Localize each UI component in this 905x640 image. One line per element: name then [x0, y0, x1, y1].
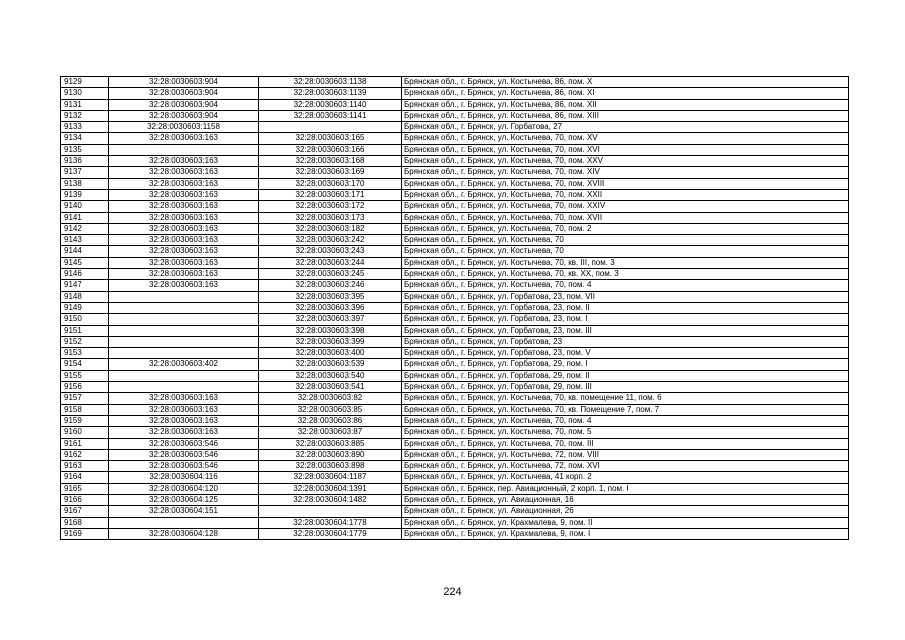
- row-number-cell: 9150: [61, 314, 109, 325]
- cadastral-number-cell: 32:28:0030603:395: [259, 291, 402, 302]
- row-number-cell: 9140: [61, 201, 109, 212]
- parent-cadastral-number-cell: 32:28:0030603:163: [109, 235, 259, 246]
- cadastral-number-cell: 32:28:0030603:890: [259, 449, 402, 460]
- table-row: [61, 415, 849, 426]
- address-cell: Брянская обл., г. Брянск, ул. Костычева, 70, кв. III, пом. 3: [402, 257, 849, 268]
- table-row: [61, 122, 849, 133]
- row-number-cell: 9144: [61, 246, 109, 257]
- parent-cadastral-number-cell: 32:28:0030603:163: [109, 212, 259, 223]
- cadastral-number-cell: 32:28:0030603:1138: [259, 77, 402, 88]
- page-number: 224: [443, 586, 462, 598]
- parent-cadastral-number-cell: 32:28:0030603:163: [109, 178, 259, 189]
- table-row: [61, 472, 849, 483]
- address-cell: Брянская обл., г. Брянск, ул. Горбатова, 23, пом. V: [402, 348, 849, 359]
- cadastral-number-cell: 32:28:0030603:173: [259, 212, 402, 223]
- cadastral-number-cell: 32:28:0030603:87: [259, 427, 402, 438]
- address-cell: Брянская обл., г. Брянск, ул. Горбатова, 23, пом. II: [402, 302, 849, 313]
- address-cell: Брянская обл., г. Брянск, ул. Костычева, 70, кв. помещение 11, пом. 6: [402, 393, 849, 404]
- cadastral-number-cell: 32:28:0030603:398: [259, 325, 402, 336]
- parent-cadastral-number-cell: 32:28:0030604:116: [109, 472, 259, 483]
- cadastral-number-cell: 32:28:0030603:86: [259, 415, 402, 426]
- cadastral-number-cell: 32:28:0030603:166: [259, 144, 402, 155]
- cadastral-number-cell: 32:28:0030603:399: [259, 336, 402, 347]
- row-number-cell: 9139: [61, 189, 109, 200]
- cadastral-number-cell: 32:28:0030603:541: [259, 382, 402, 393]
- parent-cadastral-number-cell: 32:28:0030603:163: [109, 404, 259, 415]
- address-cell: Брянская обл., г. Брянск, ул. Костычева, 86, пом. XI: [402, 88, 849, 99]
- table-row: [61, 393, 849, 404]
- table-row: [61, 167, 849, 178]
- cadastral-number-cell: 32:28:0030603:1140: [259, 99, 402, 110]
- parent-cadastral-number-cell: 32:28:0030603:163: [109, 257, 259, 268]
- address-cell: Брянская обл., г. Брянск, ул. Горбатова, 23, пом. III: [402, 325, 849, 336]
- table-row: [61, 404, 849, 415]
- row-number-cell: 9141: [61, 212, 109, 223]
- parent-cadastral-number-cell: 32:28:0030603:163: [109, 156, 259, 167]
- table-row: [61, 235, 849, 246]
- table-row: [61, 449, 849, 460]
- address-cell: Брянская обл., г. Брянск, ул. Костычева, 70, пом. XVIII: [402, 178, 849, 189]
- row-number-cell: 9145: [61, 257, 109, 268]
- row-number-cell: 9147: [61, 280, 109, 291]
- table-row: [61, 88, 849, 99]
- parent-cadastral-number-cell: 32:28:0030603:904: [109, 77, 259, 88]
- row-number-cell: 9168: [61, 517, 109, 528]
- parent-cadastral-number-cell: 32:28:0030603:163: [109, 427, 259, 438]
- row-number-cell: 9166: [61, 494, 109, 505]
- table-row: [61, 506, 849, 517]
- row-number-cell: 9146: [61, 269, 109, 280]
- cadastral-number-cell: 32:28:0030603:165: [259, 133, 402, 144]
- parent-cadastral-number-cell: 32:28:0030603:163: [109, 133, 259, 144]
- parent-cadastral-number-cell: 32:28:0030604:128: [109, 528, 259, 539]
- table-row: [61, 291, 849, 302]
- cadastral-number-cell: 32:28:0030603:540: [259, 370, 402, 381]
- parent-cadastral-number-cell: 32:28:0030604:151: [109, 506, 259, 517]
- address-cell: Брянская обл., г. Брянск, ул. Костычева, 70, пом. 4: [402, 415, 849, 426]
- address-cell: Брянская обл., г. Брянск, ул. Горбатова, 23, пом. VII: [402, 291, 849, 302]
- parent-cadastral-number-cell: 32:28:0030603:1158: [109, 122, 259, 133]
- table-row: [61, 257, 849, 268]
- address-cell: Брянская обл., г. Брянск, ул. Горбатова, 27: [402, 122, 849, 133]
- table-row: [61, 156, 849, 167]
- address-cell: Брянская обл., г. Брянск, ул. Костычева, 70, пом. III: [402, 438, 849, 449]
- cadastral-number-cell: 32:28:0030603:172: [259, 201, 402, 212]
- row-number-cell: 9129: [61, 77, 109, 88]
- cadastral-number-cell: 32:28:0030603:182: [259, 223, 402, 234]
- address-cell: Брянская обл., г. Брянск, ул. Горбатова, 29, пом. I: [402, 359, 849, 370]
- parent-cadastral-number-cell: 32:28:0030603:904: [109, 99, 259, 110]
- table-row: [61, 302, 849, 313]
- address-cell: Брянская обл., г. Брянск, ул. Костычева, 70, кв. Помещение 7, пом. 7: [402, 404, 849, 415]
- row-number-cell: 9158: [61, 404, 109, 415]
- row-number-cell: 9152: [61, 336, 109, 347]
- row-number-cell: 9155: [61, 370, 109, 381]
- cadastral-number-cell: 32:28:0030603:171: [259, 189, 402, 200]
- registry-table-body: [61, 77, 849, 540]
- cadastral-number-cell: 32:28:0030604:1778: [259, 517, 402, 528]
- cadastral-number-cell: 32:28:0030603:1139: [259, 88, 402, 99]
- parent-cadastral-number-cell: 32:28:0030604:120: [109, 483, 259, 494]
- address-cell: Брянская обл., г. Брянск, ул. Авиационная, 26: [402, 506, 849, 517]
- row-number-cell: 9169: [61, 528, 109, 539]
- parent-cadastral-number-cell: [109, 144, 259, 155]
- address-cell: Брянская обл., г. Брянск, ул. Крахмалева, 9, пом. I: [402, 528, 849, 539]
- row-number-cell: 9138: [61, 178, 109, 189]
- address-cell: Брянская обл., г. Брянск, ул. Костычева, 72, пом. VIII: [402, 449, 849, 460]
- row-number-cell: 9160: [61, 427, 109, 438]
- cadastral-number-cell: 32:28:0030603:169: [259, 167, 402, 178]
- parent-cadastral-number-cell: [109, 370, 259, 381]
- row-number-cell: 9133: [61, 122, 109, 133]
- cadastral-number-cell: 32:28:0030603:885: [259, 438, 402, 449]
- table-row: [61, 280, 849, 291]
- parent-cadastral-number-cell: 32:28:0030603:402: [109, 359, 259, 370]
- cadastral-number-cell: 32:28:0030603:396: [259, 302, 402, 313]
- address-cell: Брянская обл., г. Брянск, ул. Костычева, 70: [402, 235, 849, 246]
- cadastral-number-cell: 32:28:0030603:898: [259, 461, 402, 472]
- address-cell: Брянская обл., г. Брянск, ул. Костычева, 86, пом. XII: [402, 99, 849, 110]
- row-number-cell: 9134: [61, 133, 109, 144]
- address-cell: Брянская обл., г. Брянск, ул. Костычева, 70, пом. XXII: [402, 189, 849, 200]
- table-row: [61, 359, 849, 370]
- address-cell: Брянская обл., г. Брянск, ул. Костычева, 70, пом. 5: [402, 427, 849, 438]
- parent-cadastral-number-cell: [109, 325, 259, 336]
- table-row: [61, 269, 849, 280]
- row-number-cell: 9137: [61, 167, 109, 178]
- address-cell: Брянская обл., г. Брянск, ул. Костычева, 70: [402, 246, 849, 257]
- address-cell: Брянская обл., г. Брянск, ул. Крахмалева, 9, пом. II: [402, 517, 849, 528]
- parent-cadastral-number-cell: 32:28:0030603:546: [109, 438, 259, 449]
- table-row: [61, 370, 849, 381]
- cadastral-number-cell: 32:28:0030603:85: [259, 404, 402, 415]
- row-number-cell: 9135: [61, 144, 109, 155]
- parent-cadastral-number-cell: 32:28:0030603:546: [109, 449, 259, 460]
- table-row: [61, 336, 849, 347]
- table-row: [61, 382, 849, 393]
- parent-cadastral-number-cell: [109, 291, 259, 302]
- parent-cadastral-number-cell: [109, 302, 259, 313]
- cadastral-number-cell: 32:28:0030603:1141: [259, 110, 402, 121]
- table-row: [61, 325, 849, 336]
- cadastral-number-cell: 32:28:0030604:1482: [259, 494, 402, 505]
- parent-cadastral-number-cell: 32:28:0030603:163: [109, 269, 259, 280]
- parent-cadastral-number-cell: 32:28:0030603:904: [109, 88, 259, 99]
- row-number-cell: 9131: [61, 99, 109, 110]
- row-number-cell: 9151: [61, 325, 109, 336]
- table-row: [61, 77, 849, 88]
- address-cell: Брянская обл., г. Брянск, ул. Костычева, 86, пом. XIII: [402, 110, 849, 121]
- cadastral-number-cell: 32:28:0030603:243: [259, 246, 402, 257]
- table-row: [61, 144, 849, 155]
- parent-cadastral-number-cell: 32:28:0030604:125: [109, 494, 259, 505]
- table-row: [61, 517, 849, 528]
- cadastral-number-cell: 32:28:0030603:170: [259, 178, 402, 189]
- row-number-cell: 9161: [61, 438, 109, 449]
- cadastral-number-cell: 32:28:0030603:242: [259, 235, 402, 246]
- row-number-cell: 9167: [61, 506, 109, 517]
- registry-table: [60, 76, 849, 540]
- row-number-cell: 9164: [61, 472, 109, 483]
- parent-cadastral-number-cell: [109, 336, 259, 347]
- row-number-cell: 9132: [61, 110, 109, 121]
- cadastral-number-cell: 32:28:0030603:400: [259, 348, 402, 359]
- cadastral-number-cell: 32:28:0030604:1187: [259, 472, 402, 483]
- row-number-cell: 9165: [61, 483, 109, 494]
- table-row: [61, 314, 849, 325]
- table-row: [61, 461, 849, 472]
- address-cell: Брянская обл., г. Брянск, ул. Костычева, 41 корп. 2: [402, 472, 849, 483]
- row-number-cell: 9142: [61, 223, 109, 234]
- parent-cadastral-number-cell: [109, 517, 259, 528]
- parent-cadastral-number-cell: 32:28:0030603:163: [109, 167, 259, 178]
- address-cell: Брянская обл., г. Брянск, ул. Костычева, 70, пом. 4: [402, 280, 849, 291]
- row-number-cell: 9157: [61, 393, 109, 404]
- table-row: [61, 494, 849, 505]
- parent-cadastral-number-cell: 32:28:0030603:163: [109, 393, 259, 404]
- address-cell: Брянская обл., г. Брянск, ул. Костычева, 70, кв. XX, пом. 3: [402, 269, 849, 280]
- row-number-cell: 9153: [61, 348, 109, 359]
- row-number-cell: 9156: [61, 382, 109, 393]
- row-number-cell: 9143: [61, 235, 109, 246]
- cadastral-number-cell: 32:28:0030603:82: [259, 393, 402, 404]
- cadastral-number-cell: 32:28:0030604:1391: [259, 483, 402, 494]
- row-number-cell: 9130: [61, 88, 109, 99]
- cadastral-number-cell: 32:28:0030603:246: [259, 280, 402, 291]
- row-number-cell: 9148: [61, 291, 109, 302]
- cadastral-number-cell: [259, 122, 402, 133]
- address-cell: Брянская обл., г. Брянск, ул. Горбатова, 23: [402, 336, 849, 347]
- parent-cadastral-number-cell: 32:28:0030603:163: [109, 223, 259, 234]
- table-row: [61, 212, 849, 223]
- parent-cadastral-number-cell: 32:28:0030603:904: [109, 110, 259, 121]
- table-row: [61, 99, 849, 110]
- cadastral-number-cell: 32:28:0030603:168: [259, 156, 402, 167]
- parent-cadastral-number-cell: 32:28:0030603:163: [109, 246, 259, 257]
- address-cell: Брянская обл., г. Брянск, ул. Костычева, 70, пом. 2: [402, 223, 849, 234]
- row-number-cell: 9162: [61, 449, 109, 460]
- parent-cadastral-number-cell: 32:28:0030603:163: [109, 280, 259, 291]
- table-row: [61, 483, 849, 494]
- address-cell: Брянская обл., г. Брянск, пер. Авиационный, 2 корп. 1, пом. I: [402, 483, 849, 494]
- cadastral-number-cell: [259, 506, 402, 517]
- parent-cadastral-number-cell: 32:28:0030603:163: [109, 189, 259, 200]
- table-row: [61, 427, 849, 438]
- table-row: [61, 110, 849, 121]
- table-row: [61, 133, 849, 144]
- parent-cadastral-number-cell: [109, 382, 259, 393]
- cadastral-number-cell: 32:28:0030603:245: [259, 269, 402, 280]
- cadastral-number-cell: 32:28:0030603:397: [259, 314, 402, 325]
- parent-cadastral-number-cell: 32:28:0030603:163: [109, 201, 259, 212]
- table-row: [61, 528, 849, 539]
- parent-cadastral-number-cell: 32:28:0030603:546: [109, 461, 259, 472]
- table-row: [61, 178, 849, 189]
- address-cell: Брянская обл., г. Брянск, ул. Горбатова, 29, пом. III: [402, 382, 849, 393]
- address-cell: Брянская обл., г. Брянск, ул. Костычева, 70, пом. XVII: [402, 212, 849, 223]
- cadastral-number-cell: 32:28:0030603:539: [259, 359, 402, 370]
- address-cell: Брянская обл., г. Брянск, ул. Костычева, 70, пом. XXIV: [402, 201, 849, 212]
- row-number-cell: 9159: [61, 415, 109, 426]
- address-cell: Брянская обл., г. Брянск, ул. Костычева, 70, пом. XVI: [402, 144, 849, 155]
- table-row: [61, 438, 849, 449]
- row-number-cell: 9136: [61, 156, 109, 167]
- row-number-cell: 9149: [61, 302, 109, 313]
- address-cell: Брянская обл., г. Брянск, ул. Костычева, 70, пом. XIV: [402, 167, 849, 178]
- table-row: [61, 223, 849, 234]
- address-cell: Брянская обл., г. Брянск, ул. Горбатова, 29, пом. II: [402, 370, 849, 381]
- cadastral-number-cell: 32:28:0030604:1779: [259, 528, 402, 539]
- row-number-cell: 9154: [61, 359, 109, 370]
- address-cell: Брянская обл., г. Брянск, ул. Костычева, 72, пом. XVI: [402, 461, 849, 472]
- parent-cadastral-number-cell: [109, 314, 259, 325]
- parent-cadastral-number-cell: [109, 348, 259, 359]
- table-row: [61, 348, 849, 359]
- address-cell: Брянская обл., г. Брянск, ул. Костычева, 70, пом. XV: [402, 133, 849, 144]
- address-cell: Брянская обл., г. Брянск, ул. Горбатова, 23, пом. I: [402, 314, 849, 325]
- table-row: [61, 246, 849, 257]
- row-number-cell: 9163: [61, 461, 109, 472]
- table-row: [61, 189, 849, 200]
- cadastral-number-cell: 32:28:0030603:244: [259, 257, 402, 268]
- address-cell: Брянская обл., г. Брянск, ул. Костычева, 86, пом. X: [402, 77, 849, 88]
- address-cell: Брянская обл., г. Брянск, ул. Авиационная, 16: [402, 494, 849, 505]
- table-row: [61, 201, 849, 212]
- parent-cadastral-number-cell: 32:28:0030603:163: [109, 415, 259, 426]
- address-cell: Брянская обл., г. Брянск, ул. Костычева, 70, пом. XXV: [402, 156, 849, 167]
